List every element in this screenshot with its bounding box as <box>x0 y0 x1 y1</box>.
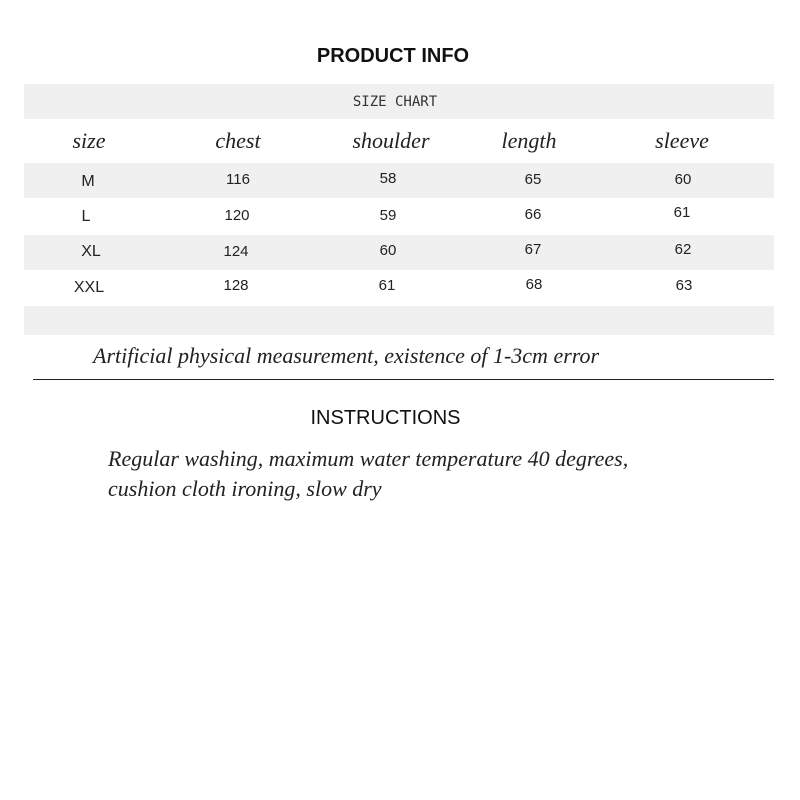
cell-chest: 120 <box>224 207 250 224</box>
cell-sleeve: 61 <box>673 204 691 221</box>
table-row-band <box>24 235 774 270</box>
cell-chest: 128 <box>223 277 249 294</box>
cell-chest: 116 <box>226 171 250 188</box>
cell-size: M <box>81 173 95 190</box>
table-footer-band <box>24 306 774 335</box>
header-length: length <box>501 128 557 153</box>
instructions-line: cushion cloth ironing, slow dry <box>108 476 382 501</box>
header-chest: chest <box>215 128 261 153</box>
cell-length: 65 <box>524 171 542 188</box>
cell-chest: 124 <box>223 243 249 260</box>
cell-shoulder: 59 <box>379 207 397 224</box>
cell-size: XXL <box>73 279 105 296</box>
header-size: size <box>72 128 106 153</box>
size-chart-title: SIZE CHART <box>352 94 438 110</box>
header-shoulder: shoulder <box>352 128 430 153</box>
instructions-line: Regular washing, maximum water temperature 40 degrees, <box>108 446 629 471</box>
cell-size: L <box>81 208 91 225</box>
instructions-title: INSTRUCTIONS <box>310 407 461 429</box>
table-row-band <box>24 163 774 198</box>
divider <box>33 379 774 380</box>
cell-length: 68 <box>525 276 543 293</box>
measurement-note: Artificial physical measurement, existence of 1-3cm error <box>93 343 600 368</box>
cell-length: 67 <box>524 241 542 258</box>
cell-sleeve: 63 <box>675 277 693 294</box>
cell-length: 66 <box>524 206 542 223</box>
cell-size: XL <box>81 243 101 260</box>
cell-shoulder: 61 <box>378 277 396 294</box>
cell-sleeve: 60 <box>674 171 692 188</box>
header-sleeve: sleeve <box>655 128 709 153</box>
cell-shoulder: 58 <box>379 170 397 187</box>
cell-shoulder: 60 <box>379 242 397 259</box>
cell-sleeve: 62 <box>674 241 692 258</box>
product-info-title: PRODUCT INFO <box>316 45 470 67</box>
